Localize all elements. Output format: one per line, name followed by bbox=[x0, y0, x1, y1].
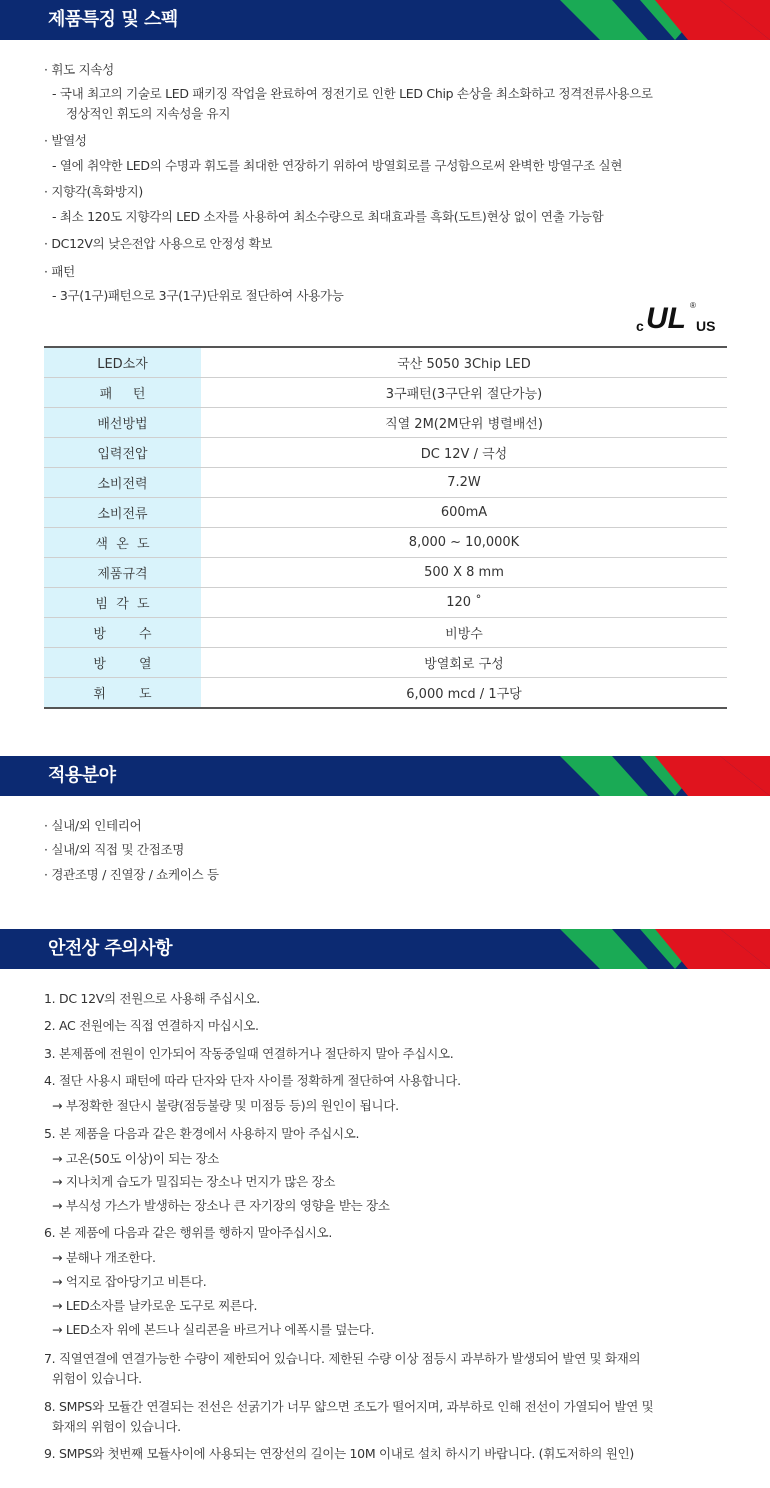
table-row bbox=[44, 468, 727, 498]
spec-value: 600mA bbox=[201, 498, 727, 528]
list-item: → 억지로 잡아당기고 비튼다. bbox=[52, 1274, 207, 1289]
list-item: → LED소자를 날카로운 도구로 찌른다. bbox=[52, 1298, 258, 1313]
spec-label: 제품규격 bbox=[44, 558, 201, 588]
list-item: 위험이 있습니다. bbox=[52, 1371, 142, 1386]
list-item: · 지향각(흑화방지) bbox=[44, 184, 143, 199]
list-item: 정상적인 휘도의 지속성을 유지 bbox=[66, 106, 231, 121]
spec-label: 빔 각 도 bbox=[44, 588, 201, 618]
spec-label: 방 열 bbox=[44, 648, 201, 678]
list-item: 9. SMPS와 첫번째 모듈사이에 사용되는 연장선의 길이는 10M 이내로 설치 하시기 바랍니다. (휘도저하의 원인) bbox=[44, 1446, 634, 1461]
list-item: · DC12V의 낮은전압 사용으로 안정성 확보 bbox=[44, 236, 273, 251]
table-row bbox=[44, 678, 727, 709]
table-row bbox=[44, 347, 727, 378]
svg-text:US: US bbox=[696, 318, 716, 334]
svg-text:UL: UL bbox=[646, 302, 686, 334]
spec-label: 소비전력 bbox=[44, 468, 201, 498]
table-row bbox=[44, 528, 727, 558]
list-item: - 최소 120도 지향각의 LED 소자를 사용하여 최소수량으로 최대효과를 흑화(도트)현상 없이 연출 가능함 bbox=[52, 209, 604, 224]
spec-label: LED소자 bbox=[44, 347, 201, 378]
list-item: 4. 절단 사용시 패턴에 따라 단자와 단자 사이를 정확하게 절단하여 사용합니다. bbox=[44, 1073, 461, 1088]
spec-value: 국산 5050 3Chip LED bbox=[201, 347, 727, 378]
table-row bbox=[44, 618, 727, 648]
spec-value: 8,000 ~ 10,000K bbox=[201, 528, 727, 558]
list-item: → 지나치게 습도가 밀집되는 장소나 먼지가 많은 장소 bbox=[52, 1174, 336, 1189]
list-item: - 열에 취약한 LED의 수명과 휘도를 최대한 연장하기 위하여 방열회로를 구성함으로써 완벽한 방열구조 실현 bbox=[52, 158, 623, 173]
header-decoration-icon bbox=[560, 0, 770, 40]
list-item: → 고온(50도 이상)이 되는 장소 bbox=[52, 1151, 220, 1166]
list-item: → 부정확한 절단시 불량(점등불량 및 미점등 등)의 원인이 됩니다. bbox=[52, 1098, 399, 1113]
spec-value: 비방수 bbox=[201, 618, 727, 648]
section-title: 적용분야 bbox=[48, 765, 116, 786]
spec-label: 배선방법 bbox=[44, 408, 201, 438]
list-item: → 분해나 개조한다. bbox=[52, 1250, 156, 1265]
spec-label: 패 턴 bbox=[44, 378, 201, 408]
spec-table bbox=[44, 346, 727, 709]
spec-label: 휘 도 bbox=[44, 678, 201, 709]
spec-value: 500 X 8 mm bbox=[201, 558, 727, 588]
section-header-safety bbox=[0, 929, 770, 969]
table-row bbox=[44, 408, 727, 438]
spec-label: 소비전류 bbox=[44, 498, 201, 528]
list-item: · 패턴 bbox=[44, 264, 75, 279]
spec-value: 직열 2M(2M단위 병렬배선) bbox=[201, 408, 727, 438]
svg-text:c: c bbox=[636, 318, 644, 334]
table-row bbox=[44, 558, 727, 588]
table-row bbox=[44, 498, 727, 528]
spec-value: 방열회로 구성 bbox=[201, 648, 727, 678]
spec-value: DC 12V / 극성 bbox=[201, 438, 727, 468]
spec-label: 색 온 도 bbox=[44, 528, 201, 558]
header-decoration-icon bbox=[560, 929, 770, 969]
section-title: 제품특징 및 스펙 bbox=[48, 9, 178, 30]
culus-certification-icon bbox=[636, 294, 720, 334]
list-item: 3. 본제품에 전원이 인가되어 작동중일때 연결하거나 절단하지 말아 주십시오. bbox=[44, 1046, 454, 1061]
table-row bbox=[44, 378, 727, 408]
table-row bbox=[44, 588, 727, 618]
spec-label: 입력전압 bbox=[44, 438, 201, 468]
svg-text:®: ® bbox=[690, 301, 696, 310]
header-decoration-icon bbox=[560, 756, 770, 796]
spec-value: 120 ˚ bbox=[201, 588, 727, 618]
spec-value: 7.2W bbox=[201, 468, 727, 498]
list-item: · 휘도 지속성 bbox=[44, 62, 114, 77]
spec-label: 방 수 bbox=[44, 618, 201, 648]
section-header-features bbox=[0, 0, 770, 40]
list-item: 화재의 위험이 있습니다. bbox=[52, 1419, 181, 1434]
list-item: → 부식성 가스가 발생하는 장소나 큰 자기장의 영향을 받는 장소 bbox=[52, 1198, 390, 1213]
list-item: 8. SMPS와 모듈간 연결되는 전선은 선굵기가 너무 얇으면 조도가 떨어지며, 과부하로 인해 전선이 가열되어 발연 및 bbox=[44, 1399, 654, 1414]
list-item: 1. DC 12V의 전원으로 사용해 주십시오. bbox=[44, 991, 260, 1006]
section-header-applications bbox=[0, 756, 770, 796]
list-item: · 실내/외 인테리어 bbox=[44, 818, 142, 833]
list-item: · 실내/외 직접 및 간접조명 bbox=[44, 842, 185, 857]
table-row bbox=[44, 438, 727, 468]
list-item: 2. AC 전원에는 직접 연결하지 마십시오. bbox=[44, 1018, 259, 1033]
spec-value: 3구패턴(3구단위 절단가능) bbox=[201, 378, 727, 408]
spec-value: 6,000 mcd / 1구당 bbox=[201, 678, 727, 709]
table-row bbox=[44, 648, 727, 678]
list-item: → LED소자 위에 본드나 실리콘을 바르거나 에폭시를 덮는다. bbox=[52, 1322, 375, 1337]
list-item: 6. 본 제품에 다음과 같은 행위를 행하지 말아주십시오. bbox=[44, 1225, 332, 1240]
list-item: 7. 직열연결에 연결가능한 수량이 제한되어 있습니다. 제한된 수량 이상 점등시 과부하가 발생되어 발연 및 화재의 bbox=[44, 1351, 641, 1366]
list-item: · 경관조명 / 진열장 / 쇼케이스 등 bbox=[44, 867, 219, 882]
list-item: - 국내 최고의 기술로 LED 패키징 작업을 완료하여 정전기로 인한 LED Chip 손상을 최소화하고 정격전류사용으로 bbox=[52, 86, 653, 101]
list-item: - 3구(1구)패턴으로 3구(1구)단위로 절단하여 사용가능 bbox=[52, 288, 344, 303]
list-item: 5. 본 제품을 다음과 같은 환경에서 사용하지 말아 주십시오. bbox=[44, 1126, 360, 1141]
section-title: 안전상 주의사항 bbox=[48, 938, 172, 959]
list-item: · 발열성 bbox=[44, 133, 87, 148]
